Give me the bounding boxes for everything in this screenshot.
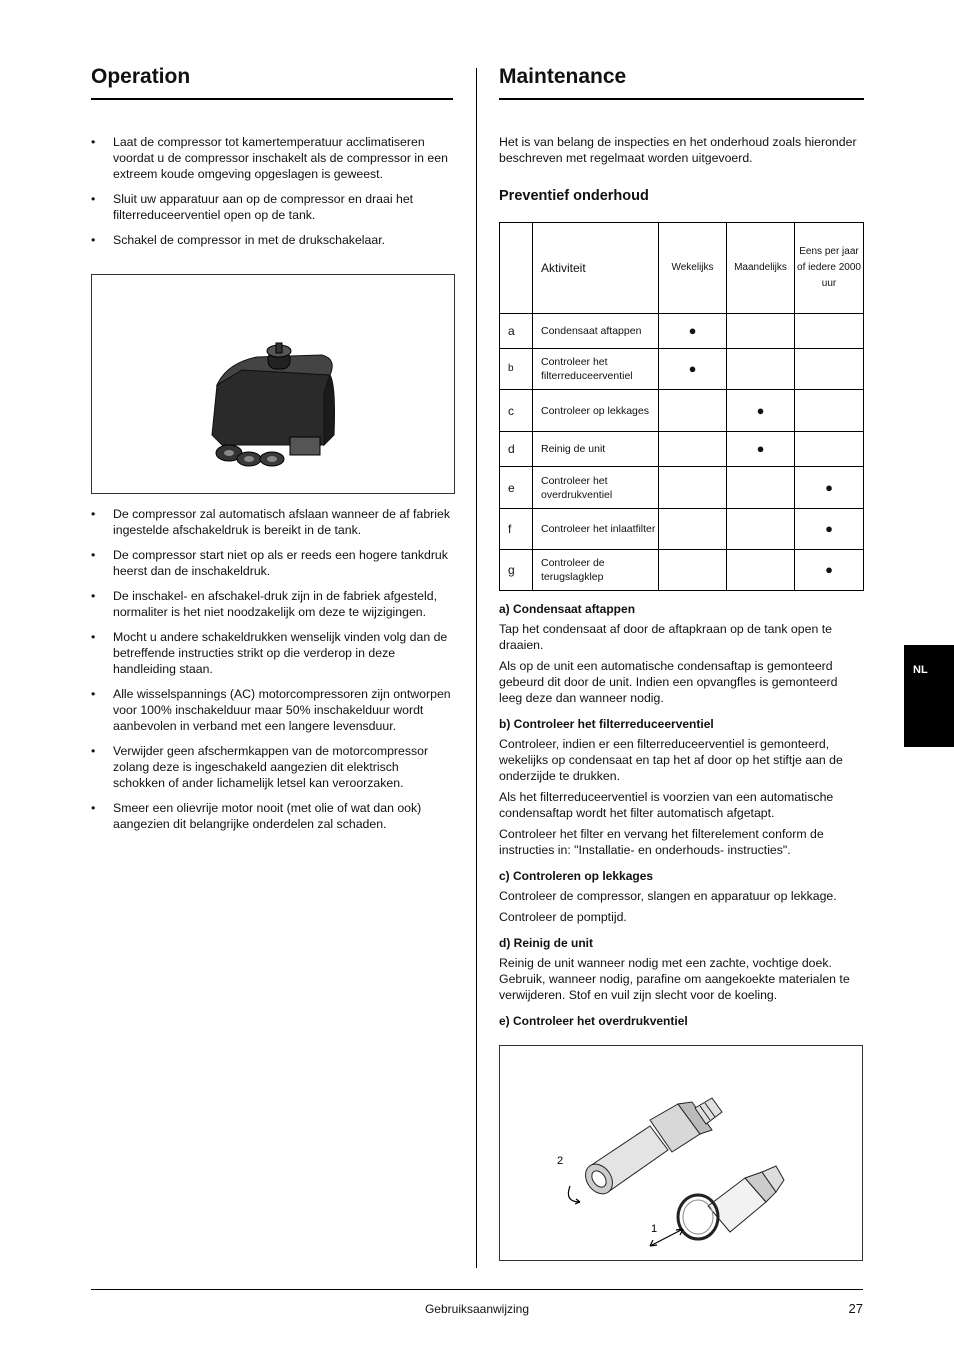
maintenance-title: Maintenance [499,62,864,100]
preventive-subtitle: Preventief onderhoud [499,188,649,204]
row-mark: ● [727,390,795,432]
column-divider [476,68,477,1268]
table-row [500,467,864,509]
table-header: Eens per jaar of iedere 2000 uur [795,223,864,314]
list-item: • De compressor start niet op als er reeds een hogere tankdruk heerst dan de inschakeldruk. [91,547,453,579]
row-mark: ● [659,349,727,390]
maintenance-table [499,222,864,591]
row-activity: Reinig de unit [533,432,659,467]
section-e [499,1013,864,1029]
section-heading: d) Reinig de unit [499,936,593,950]
list-item: • Verwijder geen afschermkappen van de motorcompressor zolang deze is ingeschakeld aangezien dit elektrisch schokken of ander lichamelijk letsel kan veroorzaken. [91,743,453,791]
row-mark: ● [795,550,864,591]
section-heading: e) Controleer het overdrukventiel [499,1014,688,1028]
table-row [500,349,864,390]
row-letter: a [500,314,533,349]
row-letter: f [500,509,533,550]
row-letter: d [500,432,533,467]
row-mark [795,314,864,349]
row-mark [727,467,795,509]
safety-valve-figure [499,1045,863,1261]
row-activity: Controleer op lekkages [533,390,659,432]
operation-title: Operation [91,62,453,100]
table-row [500,432,864,467]
row-mark [795,390,864,432]
row-activity: Controleer het overdrukventiel [533,467,659,509]
section-heading: c) Controleren op lekkages [499,869,654,883]
row-activity: Controleer het inlaatfilter [533,509,659,550]
section-paragraph: Controleer de compressor, slangen en apparatuur op lekkage. [499,889,837,903]
row-mark [659,390,727,432]
row-mark [659,467,727,509]
row-mark [727,314,795,349]
row-mark [727,550,795,591]
row-letter: c [500,390,533,432]
maintenance-column [499,62,864,1261]
row-mark [795,432,864,467]
section-b [499,716,864,858]
safety-valve-icon [500,1046,862,1260]
section-paragraph: Reinig de unit wanneer nodig met een zachte, vochtige doek. Gebruik, wanneer nodig, parafine om aangekoekte materialen te verwijderen. Stof en vuil zijn slecht voor de koeling. [499,956,850,1002]
section-paragraph: Als het filterreduceerventiel is voorzien van een automatische condensaftap wordt het filter automatisch afgetapt. [499,790,834,820]
list-item: • Laat de compressor tot kamertemperatuur acclimatiseren voordat u de compressor inschakelt als de compressor in een extreem koude omgeving opgeslagen is geweest. [91,134,453,182]
maintenance-intro: Het is van belang de inspecties en het onderhoud zoals hieronder beschreven met regelmaat worden uitgevoerd. [499,135,857,165]
row-activity: Controleer het filterreduceerventiel [533,349,659,390]
language-tab-label: NL [913,664,928,676]
table-row [500,550,864,591]
table-row [500,314,864,349]
footer-title: Gebruiksaanwijzing [424,1302,530,1316]
row-mark [727,509,795,550]
row-mark [659,509,727,550]
pressure-switch-icon [92,275,454,493]
footer-rule [91,1289,863,1290]
table-header-row [500,223,864,314]
row-letter: g [500,550,533,591]
row-mark: ● [795,467,864,509]
row-mark: ● [727,432,795,467]
section-paragraph: Controleer het filter en vervang het filterelement conform de instructies in: "Installatie- en onderhouds- instructies". [499,827,824,857]
row-mark [795,349,864,390]
list-item: • Schakel de compressor in met de drukschakelaar. [91,232,453,248]
list-item: • Mocht u andere schakeldrukken wenselijk vinden volg dan de betreffende instructies strikt op die verderop in deze handleiding staan. [91,629,453,677]
section-paragraph: Controleer de pomptijd. [499,910,627,924]
operation-list-2 [91,506,453,832]
row-activity: Controleer de terugslagklep [533,550,659,591]
section-heading: a) Condensaat aftappen [499,602,636,616]
table-header: Wekelijks [659,223,727,314]
figure-label-1: 1 [651,1223,658,1235]
section-heading: b) Controleer het filterreduceerventiel [499,717,714,731]
row-activity: Condensaat aftappen [533,314,659,349]
row-mark [659,550,727,591]
list-item: • De inschakel- en afschakel-druk zijn in de fabriek afgesteld, normaliter is het niet noodzakelijk om deze te wijzigingen. [91,588,453,620]
row-mark: ● [659,314,727,349]
list-item: • De compressor zal automatisch afslaan wanneer de af fabriek ingestelde afschakeldruk is bereikt in de tank. [91,506,453,538]
table-header: Maandelijks [727,223,795,314]
table-header: Aktiviteit [533,223,659,314]
row-letter: e [500,467,533,509]
figure-label-2: 2 [557,1155,564,1167]
language-tab [904,645,954,747]
row-mark [659,432,727,467]
list-item: • Sluit uw apparatuur aan op de compressor en draai het filterreduceerventiel open op de tank. [91,191,453,223]
row-mark: ● [795,509,864,550]
operation-list-1 [91,134,453,248]
section-c [499,868,864,925]
section-paragraph: Controleer, indien er een filterreduceerventiel is gemonteerd, wekelijks op condensaat en tap het af door op het stiftje aan de onderzijde te drukken. [499,737,843,783]
row-mark [727,349,795,390]
section-d [499,935,864,1003]
section-paragraph: Tap het condensaat af door de aftapkraan op de tank open te draaien. [499,622,832,652]
list-item: • Alle wisselspannings (AC) motorcompressoren zijn ontworpen voor 100% inschakelduur maar 50% inschakelduur wordt aanbevolen in verband met een langere levensduur. [91,686,453,734]
list-item: • Smeer een olievrije motor nooit (met olie of wat dan ook) aangezien dit belangrijke onderdelen zal schaden. [91,800,453,832]
operation-column [91,62,453,841]
row-letter: b [500,349,533,390]
section-a [499,601,864,706]
table-row [500,390,864,432]
section-paragraph: Als op de unit een automatische condensaftap is gemonteerd gebeurd dit door de unit. Indien een opvangfles is gemonteerd leeg deze dan wanneer nodig. [499,659,838,705]
table-header [500,223,533,314]
table-row [500,509,864,550]
pressure-switch-figure [91,274,455,494]
page-number: 27 [848,1301,863,1316]
